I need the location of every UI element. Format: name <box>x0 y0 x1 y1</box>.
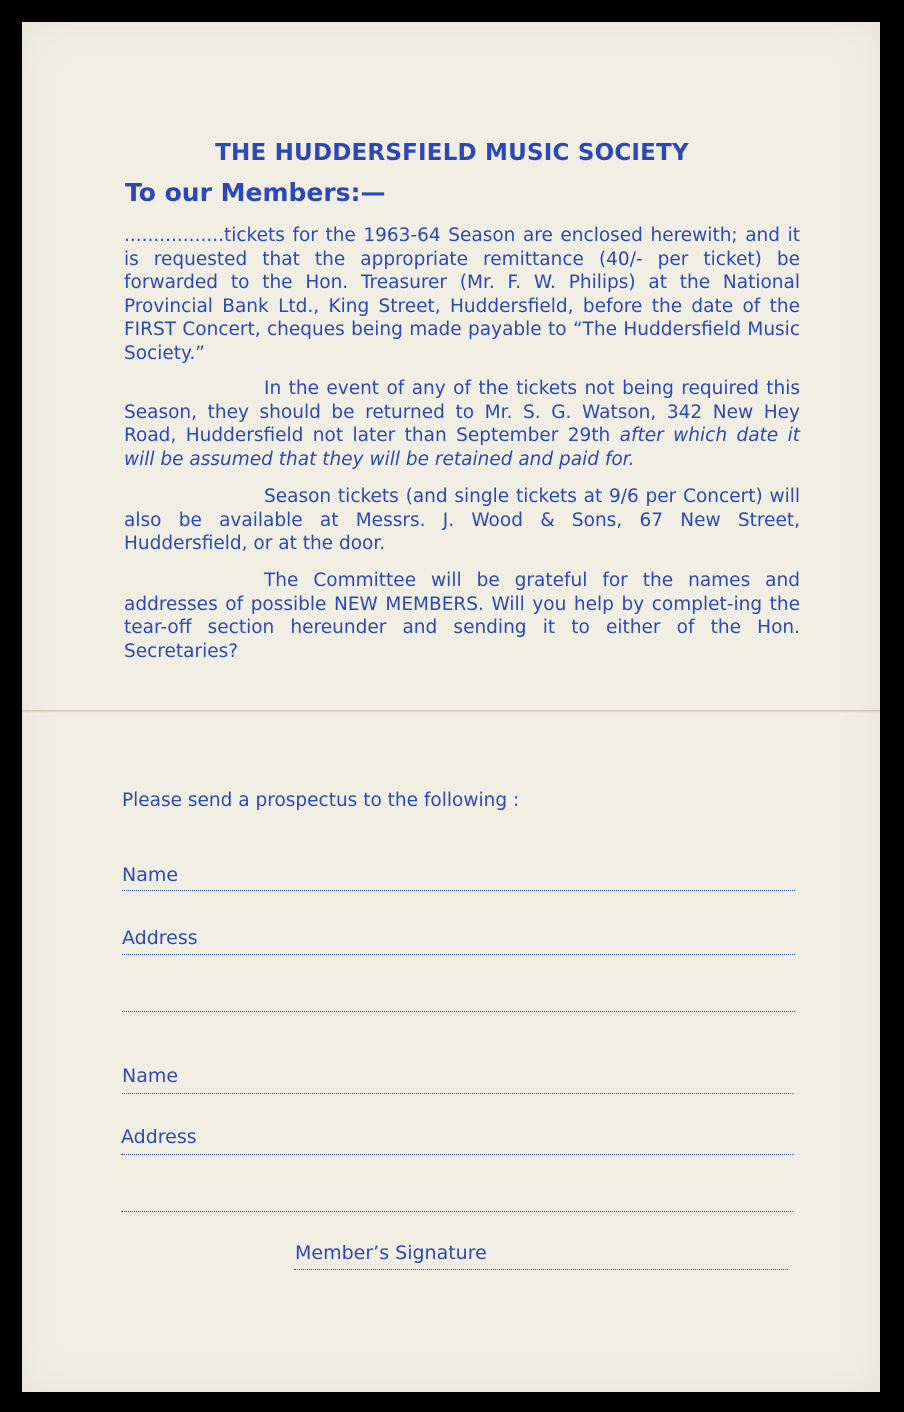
name-label-1: Name <box>122 864 179 886</box>
ticket-count-dots: ................. <box>124 225 224 246</box>
signature-label: Member’s Signature <box>295 1242 487 1264</box>
address-field-1[interactable] <box>122 954 795 955</box>
name-label-2: Name <box>122 1065 179 1087</box>
society-heading: THE HUDDERSFIELD MUSIC SOCIETY <box>215 140 689 166</box>
members-greeting: To our Members:— <box>125 178 386 207</box>
address-label-1: Address <box>122 927 198 949</box>
paragraph-return-italic: after which date it will be assumed that they will be retained and paid for. <box>124 425 800 470</box>
address-field-1-line-2[interactable] <box>122 1011 795 1012</box>
signature-field[interactable] <box>294 1269 788 1270</box>
name-field-2[interactable] <box>122 1093 793 1094</box>
paragraph-new-members-text: The Committee will be grateful for the names and addresses of possible NEW MEMBERS. Will you help by complet-ing the tear-off section hereunder and sending it to either of the Hon. Secretaries? <box>124 570 800 662</box>
address-field-2-line-2[interactable] <box>121 1211 793 1212</box>
paragraph-new-members <box>124 569 800 663</box>
paragraph-return-text: In the event of any of the tickets not being required this Season, they should be returned to Mr. S. G. Watson, 342 New Hey Road, Huddersfield not later than September 29th <box>124 378 800 447</box>
address-label-2: Address <box>121 1126 197 1148</box>
prospectus-request: Please send a prospectus to the following : <box>122 790 520 811</box>
paragraph-season-tickets <box>124 485 800 556</box>
paragraph-tickets-text: tickets for the 1963-64 Season are enclosed herewith; and it is requested that the appropriate remittance (40/- per ticket) be forwarded to the Hon. Treasurer (Mr. F. W. Philips) at the National Provincial Bank Ltd., King Street, Huddersfield, before the date of the FIRST Concert, cheques being made payable to “The Huddersfield Music Society.” <box>124 225 800 364</box>
paragraph-season-text: Season tickets (and single tickets at 9/6 per Concert) will also be available at Messrs. J. Wood & Sons, 67 New Street, Huddersfield, or at the door. <box>124 486 800 555</box>
name-field-1[interactable] <box>122 890 795 891</box>
address-field-2[interactable] <box>121 1154 793 1155</box>
paragraph-return-tickets <box>124 377 800 471</box>
tear-off-fold-line <box>22 710 880 711</box>
paragraph-tickets-enclosed <box>124 224 800 366</box>
